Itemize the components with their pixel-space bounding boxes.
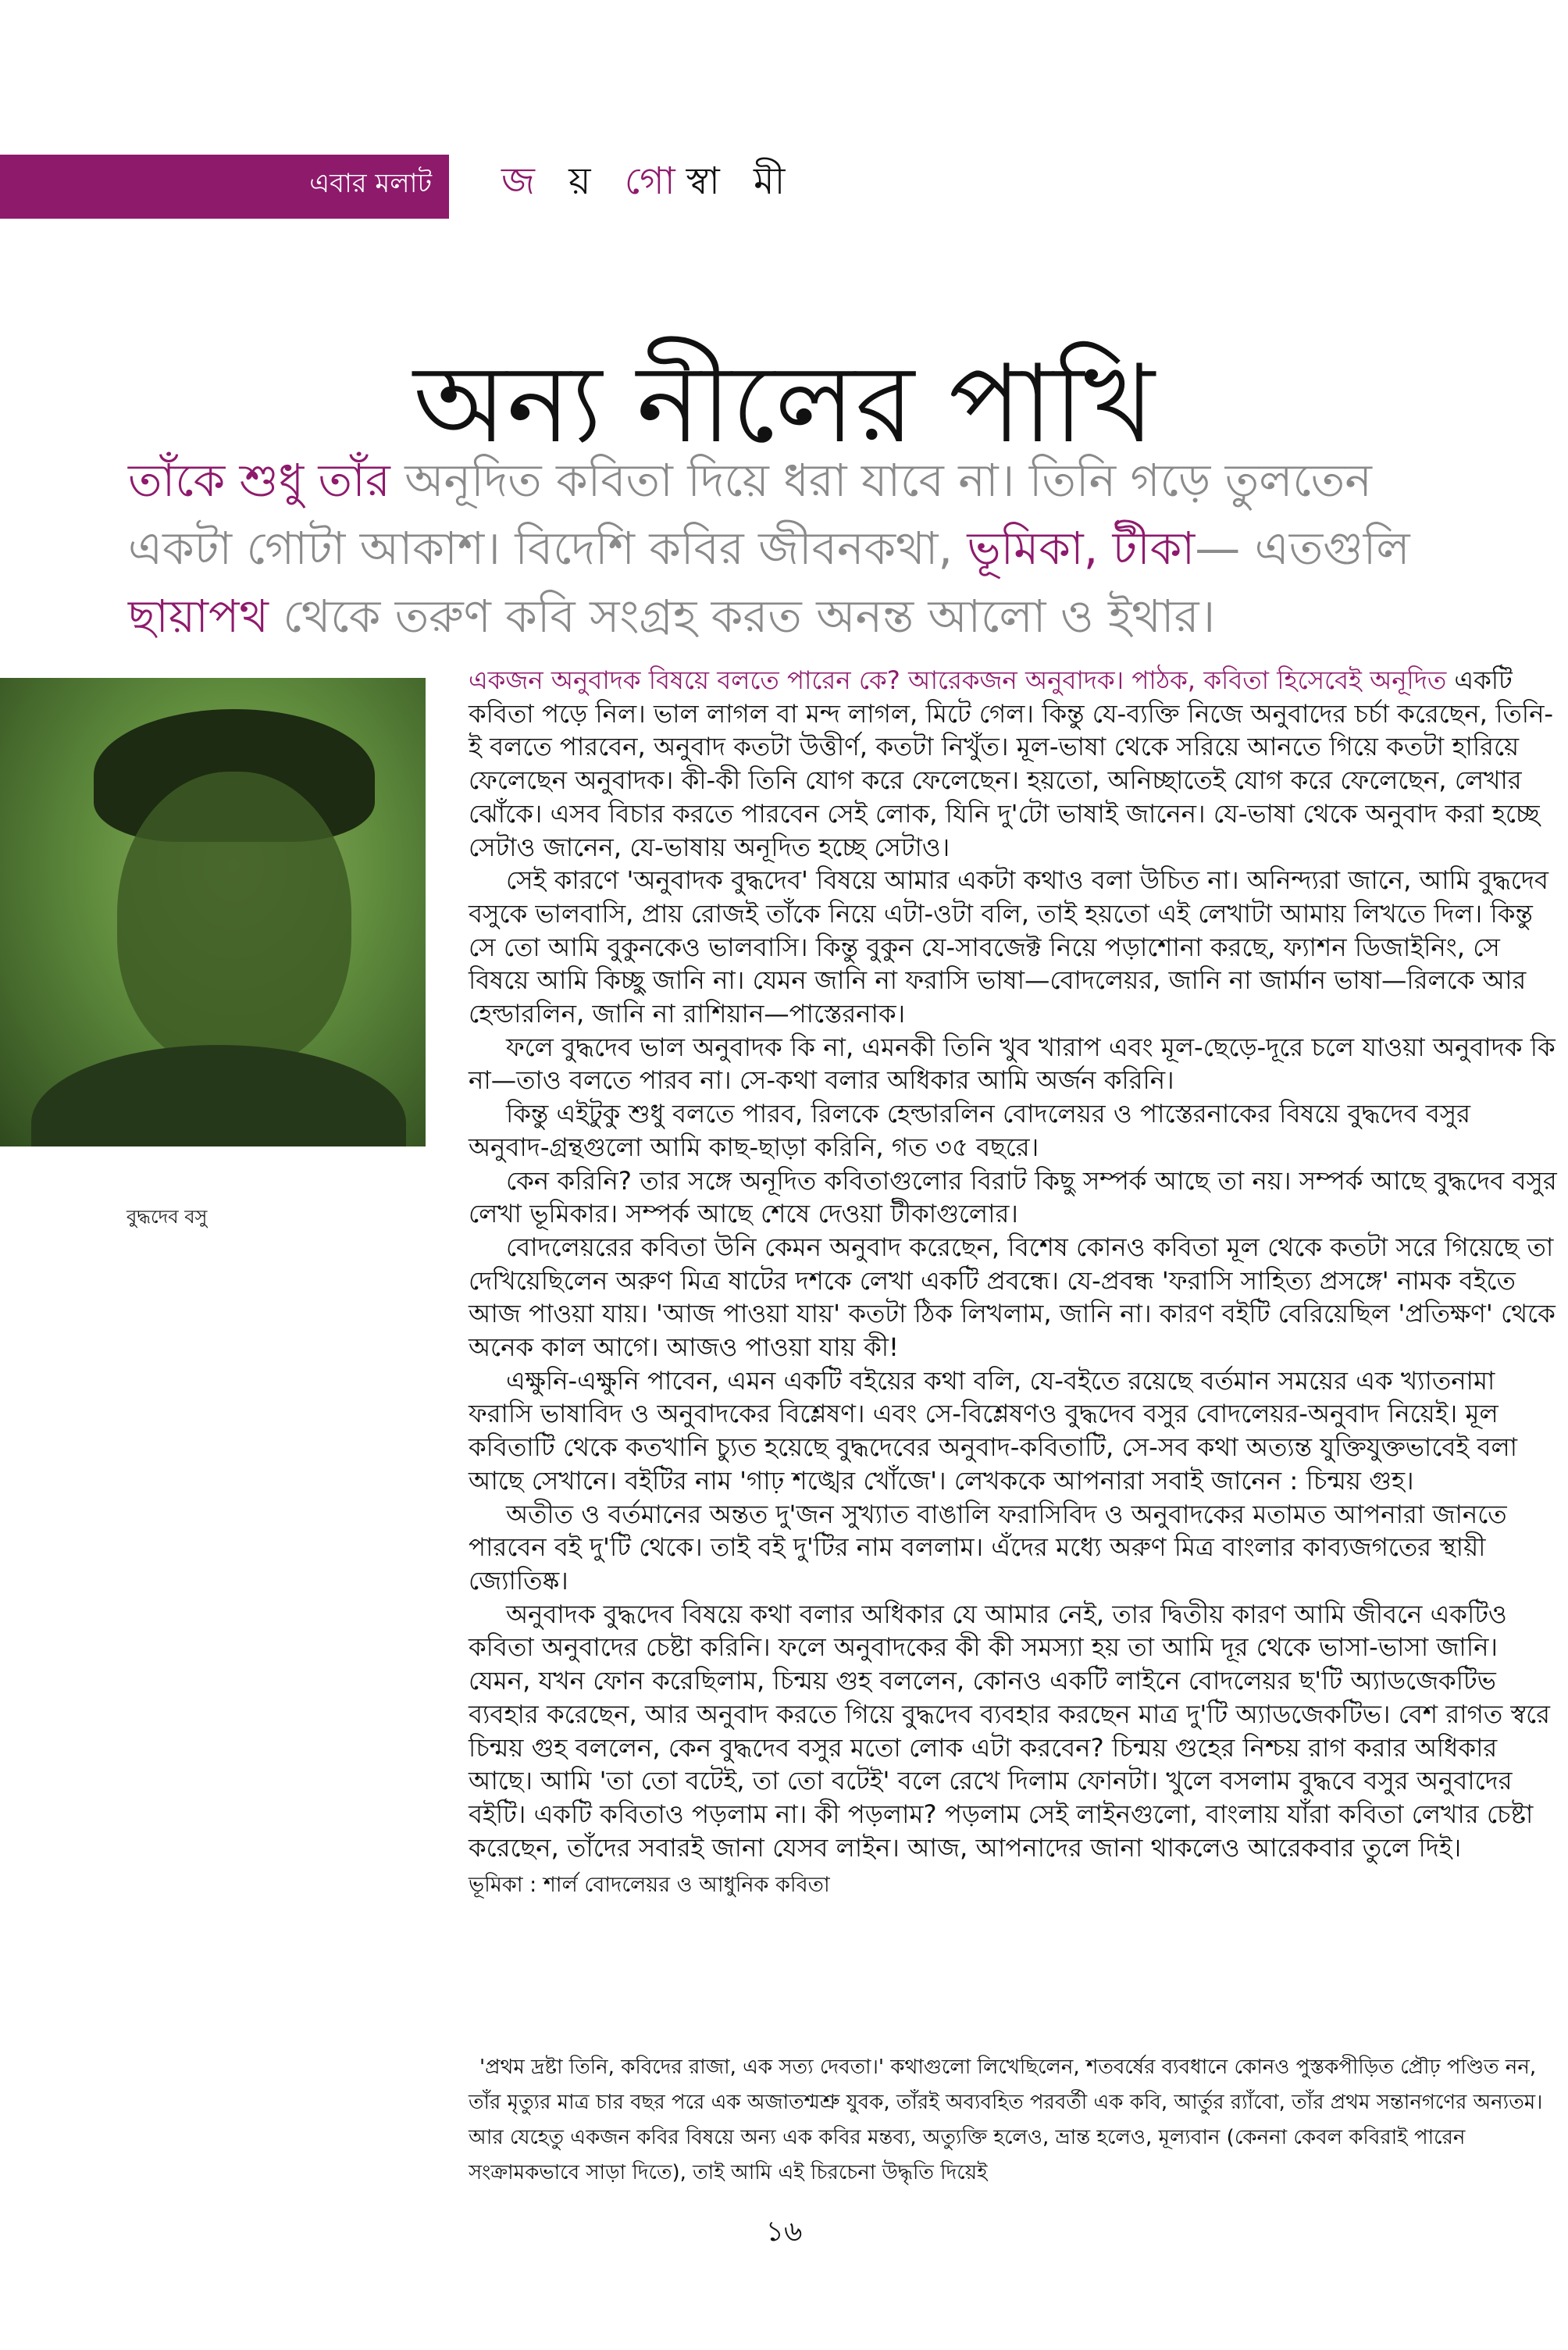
intro-highlight-2: ভূমিকা, টীকা	[967, 522, 1196, 575]
section-band	[0, 155, 449, 216]
author-part3: গো	[624, 159, 686, 203]
intro-highlight-3: ছায়াপথ	[128, 590, 269, 643]
author-part1: জ	[501, 159, 546, 203]
body-paragraph-9: অনুবাদক বুদ্ধদেব বিষয়ে কথা বলার অধিকার যে আমার নেই, তার দ্বিতীয় কারণ আমি জীবনে একটিও কবিতা অনুবাদের চেষ্টা করিনি। ফলে অনুবাদকের কী কী সমস্যা হয় তা আমি দূর থেকে ভাসা-ভাসা জানি। যেমন, যখন ফোন করেছিলাম, চিন্ময় গুহ বললেন, কোনও একটি লাইনে বোদলেয়র ছ'টি অ্যাডজেকটিভ ব্যবহার করেছেন, আর অনুবাদ করতে গিয়ে বুদ্ধদেব ব্যবহার করছেন মাত্র দু'টি অ্যাডজেকটিভ। বেশ রাগত স্বরে চিন্ময় গুহ বললেন, কেন বুদ্ধদেব বসুর মতো লোক এটা করবেন? চিন্ময় গুহের নিশ্চয় রাগ করার অধিকার আছে। আমি 'তা তো বটেই, তা তো বটেই' বলে রেখে দিলাম ফোনটা। খুলে বসলাম বুদ্ধবে বসুর অনুবাদের বইটি। একটি কবিতাও পড়লাম না। কী পড়লাম? পড়লাম সেই লাইনগুলো, বাংলায় যাঁরা কবিতা লেখার চেষ্টা করেছেন, তাঁদের সবারই জানা যেসব লাইন। আজ, আপনাদের জানা থাকলেও আরেকবার তুলে দিই।	[469, 1599, 1550, 1863]
page-title: অন্য নীলের পাখি	[413, 341, 1155, 468]
article-body	[469, 664, 1558, 1903]
body-paragraph-8: অতীত ও বর্তমানের অন্তত দু'জন সুখ্যাত বাঙালি ফরাসিবিদ ও অনুবাদকের মতামত আপনারা জানতে পারবেন বই দু'টি থেকে। তাই বই দু'টির নাম বললাম। এঁদের মধ্যে অরুণ মিত্র বাংলার কাব্যজগতের স্থায়ী জ্যোতিষ্ক।	[469, 1499, 1507, 1596]
portrait-shoulder-shape	[31, 1045, 406, 1146]
body-paragraph-5: কেন করিনি? তার সঙ্গে অনূদিত কবিতাগুলোর বিরাট কিছু সম্পর্ক আছে তা নয়। সম্পর্ক আছে বুদ্ধদেব বসুর লেখা ভূমিকার। সম্পর্ক আছে শেষে দেওয়া টীকাগুলোর।	[469, 1165, 1557, 1229]
photo-caption: বুদ্ধদেব বসু	[127, 1206, 208, 1228]
portrait-face-shape	[117, 772, 351, 1068]
quote-source-note: ভূমিকা : শার্ল বোদলেয়র ও আধুনিক কবিতা	[469, 1873, 830, 1898]
intro-highlight-1: তাঁকে শুধু তাঁর	[128, 454, 390, 507]
body-paragraph-1	[469, 664, 1558, 864]
quote-block	[469, 2050, 1558, 2191]
page-number: ১৬	[765, 2216, 803, 2248]
section-rule	[0, 216, 449, 219]
intro-text-1: অনূদিত কবিতা দিয়ে ধরা যাবে না। তিনি গড়ে তুলতেন একটা গোটা আকাশ। বিদেশি কবির জীবনকথা,	[128, 454, 1372, 575]
author-part4: স্বা মী	[686, 159, 796, 203]
quote-text: 'প্রথম দ্রষ্টা তিনি, কবিদের রাজা, এক সত্য দেবতা।' কথাগুলো লিখেছিলেন, শতবর্ষের ব্যবধানে কোনও পুস্তকপীড়িত প্রৌঢ় পণ্ডিত নন, তাঁর মৃত্যুর মাত্র চার বছর পরে এক অজাতশ্মশ্রু যুবক, তাঁরই অব্যবহিত পরবর্তী এক কবি, আর্তুর র‍্যাঁবো, তাঁর প্রথম সন্তানগণের অন্যতম। আর যেহেতু একজন কবির বিষয়ে অন্য এক কবির মন্তব্য, অত্যুক্তি হলেও, ভ্রান্ত হলেও, মূল্যবান (কেননা কেবল কবিরাই পারেন সংক্রামকভাবে সাড়া দিতে), তাই আমি এই চিরচেনা উদ্ধৃতি দিয়েই	[469, 2056, 1543, 2184]
author-part2: য়	[568, 159, 602, 203]
intro-text-2: — এতগুলি	[1195, 522, 1410, 575]
intro-text-3: থেকে তরুণ কবি সংগ্রহ করত অনন্ত আলো ও ইথার।	[268, 590, 1216, 643]
body-paragraph-4: কিন্তু এইটুকু শুধু বলতে পারব, রিলকে হেল্ডারলিন বোদলেয়র ও পাস্তেরনাকের বিষয়ে বুদ্ধদেব বসুর অনুবাদ-গ্রন্থগুলো আমি কাছ-ছাড়া করিনি, গত ৩৫ বছরে।	[469, 1099, 1471, 1162]
body-paragraph-3: ফলে বুদ্ধদেব ভাল অনুবাদক কি না, এমনকী তিনি খুব খারাপ এবং মূল-ছেড়ে-দূরে চলে যাওয়া অনুবাদক কি না—তাও বলতে পারব না। সে-কথা বলার অধিকার আমি অর্জন করিনি।	[469, 1032, 1556, 1096]
body-paragraph-7: এক্ষুনি-এক্ষুনি পাবেন, এমন একটি বইয়ের কথা বলি, যে-বইতে রয়েছে বর্তমান সময়ের এক খ্যাতনামা ফরাসি ভাষাবিদ ও অনুবাদকের বিশ্লেষণ। এবং সে-বিশ্লেষণও বুদ্ধদেব বসুর বোদলেয়র-অনুবাদ নিয়েই। মূল কবিতাটি থেকে কতখানি চ্যুত হয়েছে বুদ্ধদেবের অনুবাদ-কবিতাটি, সে-সব কথা অত্যন্ত যুক্তিযুক্তভাবেই বলা আছে সেখানে। বইটির নাম 'গাঢ় শঙ্খের খোঁজে'। লেখককে আপনারা সবাই জানেন : চিন্ময় গুহ।	[469, 1365, 1518, 1496]
intro-standfirst	[128, 447, 1471, 651]
author-name	[501, 153, 796, 215]
author-portrait-photo	[0, 678, 426, 1146]
body-paragraph-6: বোদলেয়রের কবিতা উনি কেমন অনুবাদ করেছেন, বিশেষ কোনও কবিতা মূল থেকে কতটা সরে গিয়েছে তা দেখিয়েছিলেন অরুণ মিত্র ষাটের দশকে লেখা একটি প্রবন্ধে। যে-প্রবন্ধ 'ফরাসি সাহিত্য প্রসঙ্গে' নামক বইতে আজ পাওয়া যায়। 'আজ পাওয়া যায়' কতটা ঠিক লিখলাম, জানি না। কারণ বইটি বেরিয়েছিল 'প্রতিক্ষণ' থেকে অনেক কাল আগে। আজও পাওয়া যায় কী!	[469, 1232, 1556, 1363]
body-lead-in: একজন অনুবাদক বিষয়ে বলতে পারেন কে? আরেকজন অনুবাদক। পাঠক, কবিতা হিসেবেই অনূদিত	[469, 665, 1447, 695]
section-label: এবার মলাট	[309, 167, 432, 199]
body-paragraph-1-text: একটি কবিতা পড়ে নিল। ভাল লাগল বা মন্দ লাগল, মিটে গেল। কিন্তু যে-ব্যক্তি নিজে অনুবাদের চর্চা করেছেন, তিনি-ই বলতে পারবেন, অনুবাদ কতটা উত্তীর্ণ, কতটা নিখুঁত। মূল-ভাষা থেকে সরিয়ে আনতে গিয়ে কতটা হারিয়ে ফেলেছেন অনুবাদক। কী-কী তিনি যোগ করে ফেলেছেন। হয়তো, অনিচ্ছাতেই যোগ করে ফেলেছেন, লেখার ঝোঁকে। এসব বিচার করতে পারবেন সেই লোক, যিনি দু'টো ভাষাই জানেন। যে-ভাষা থেকে অনুবাদ করা হচ্ছে সেটাও জানেন, যে-ভাষায় অনূদিত হচ্ছে সেটাও।	[469, 665, 1554, 862]
body-paragraph-2: সেই কারণে 'অনুবাদক বুদ্ধদেব' বিষয়ে আমার একটা কথাও বলা উচিত না। অনিন্দ্যরা জানে, আমি বুদ্ধদেব বসুকে ভালবাসি, প্রায় রোজই তাঁকে নিয়ে এটা-ওটা বলি, তাই হয়তো এই লেখাটা আমায় লিখতে দিল। কিন্তু সে তো আমি বুকুনকেও ভালবাসি। কিন্তু বুকুন যে-সাবজেক্ট নিয়ে পড়াশোনা করছে, ফ্যাশন ডিজাইনিং, সে বিষয়ে আমি কিচ্ছু জানি না। যেমন জানি না ফরাসি ভাষা—বোদলেয়র, জানি না জার্মান ভাষা—রিলকে আর হেল্ডারলিন, জানি না রাশিয়ান—পাস্তেরনাক।	[469, 865, 1548, 1029]
